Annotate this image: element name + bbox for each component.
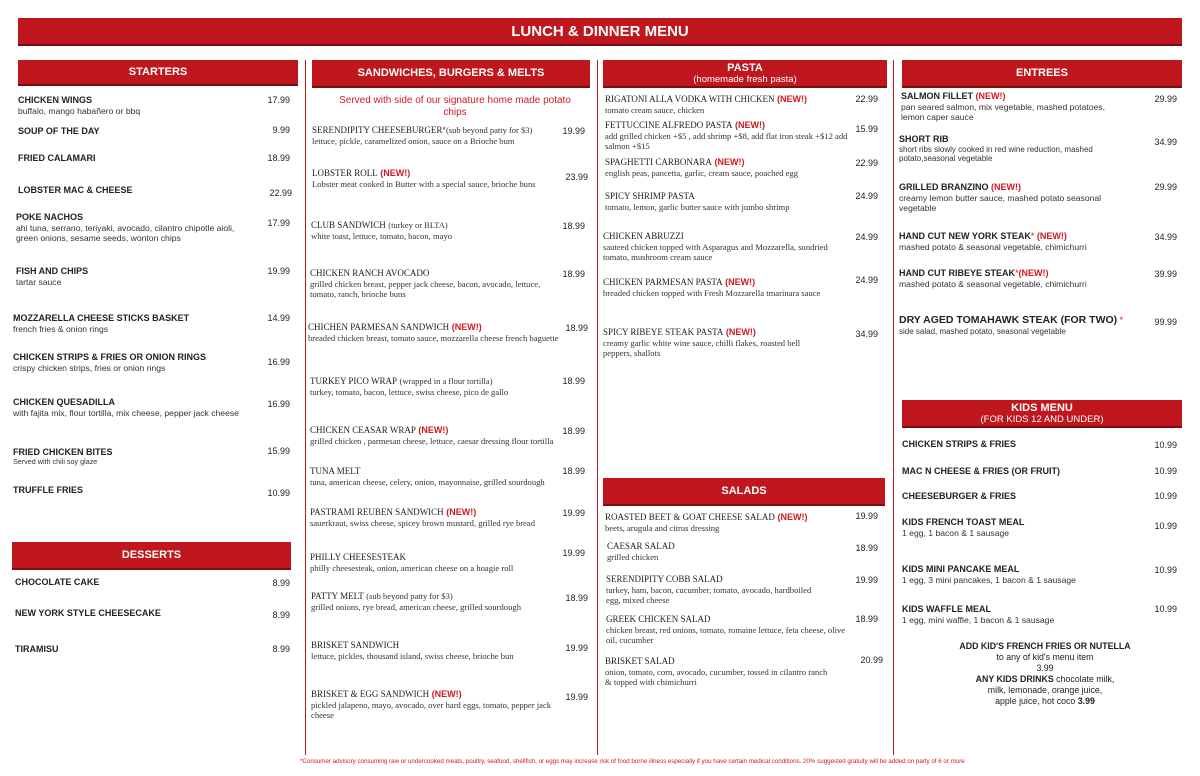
starter-item: FISH AND CHIPS tartar sauce <box>16 266 89 287</box>
kids-drinks-price: 3.99 <box>1077 695 1095 706</box>
kids-price: 10.99 <box>1154 466 1177 476</box>
kids-addon-price: 3.99 <box>1036 662 1054 673</box>
column-divider <box>597 60 598 755</box>
sandwich-price: 19.99 <box>565 643 588 653</box>
sandwich-item: BRISKET & EGG SANDWICH (NEW!) pickled jalapeno, mayo, avocado, over hard eggs, tomato, pepper jack cheese <box>311 689 552 721</box>
dessert-price: 8.99 <box>272 610 290 620</box>
dessert-price: 8.99 <box>272 578 290 588</box>
pasta-price: 24.99 <box>855 232 878 242</box>
desserts-header <box>12 542 291 570</box>
sandwich-price: 18.99 <box>562 269 585 279</box>
salad-price: 19.99 <box>855 575 878 585</box>
dessert-item: TIRAMISU <box>15 644 59 654</box>
pasta-price: 22.99 <box>855 94 878 104</box>
starter-item: MOZZARELLA CHEESE STICKS BASKET french fries & onion rings <box>13 313 190 334</box>
column-divider <box>893 60 894 755</box>
kids-drinks-desc: milk, lemonade, orange juice, <box>987 684 1103 695</box>
dessert-item: CHOCOLATE CAKE <box>15 577 100 587</box>
menu-title: LUNCH & DINNER MENU <box>511 22 689 40</box>
sandwich-item: SERENDIPITY CHEESEBURGER*(sub beyond patty for $3) lettuce, pickle, caramelized onion, sauce on a Brioche bum <box>312 125 533 146</box>
sandwich-price: 19.99 <box>562 548 585 558</box>
starter-item: FRIED CALAMARI <box>18 153 96 163</box>
entree-item: HAND CUT RIBEYE STEAK*(NEW!) mashed potato & seasonal vegetable, chimichurri <box>899 268 1087 289</box>
advisory-text: Consumer advisory consuming raw or undercooked meats, poultry, seafood, shellfish, or eggs may increase risk of food borne illness especially if you have certain medical conditions. 20% suggested gratuity will be added on party of 6 or more <box>302 758 965 765</box>
starter-item: CHICKEN QUESADILLA with fajita mix, flour tortilla, mix cheese, pepper jack cheese <box>13 397 239 418</box>
entree-price: 29.99 <box>1154 94 1177 104</box>
pasta-price: 15.99 <box>855 124 878 134</box>
sandwich-item: CLUB SANDWICH (turkey or BLTA) white toast, lettuce, tomato, bacon, mayo <box>311 220 453 241</box>
salad-item: CAESAR SALAD grilled chicken <box>607 541 675 562</box>
salad-price: 18.99 <box>855 543 878 553</box>
pasta-price: 34.99 <box>855 329 878 339</box>
kids-item: MAC N CHEESE & FRIES (OR FRUIT) <box>902 466 1061 476</box>
starter-item: TRUFFLE FRIES <box>13 485 83 495</box>
starters-title: STARTERS <box>128 66 188 78</box>
pasta-price: 22.99 <box>855 158 878 168</box>
entree-price: 39.99 <box>1154 269 1177 279</box>
dessert-price: 8.99 <box>272 644 290 654</box>
salad-item: BRISKET SALAD onion, tomato, corn, avocado, cucumber, tossed in cilantro ranch & topped with chimichurri <box>605 656 828 688</box>
pasta-item: RIGATONI ALLA VODKA WITH CHICKEN (NEW!) tomato cream sauce, chicken <box>605 94 808 115</box>
sandwich-price: 19.99 <box>562 508 585 518</box>
sandwiches-header <box>312 60 590 88</box>
kids-item: CHICKEN STRIPS & FRIES <box>902 439 1017 449</box>
entree-price: 99.99 <box>1154 317 1177 327</box>
pasta-subtitle: (homemade fresh pasta) <box>693 73 797 85</box>
entrees-title: ENTREES <box>1016 67 1068 79</box>
starter-price: 14.99 <box>267 313 290 323</box>
kids-addons <box>930 641 1160 707</box>
starter-item: CHICKEN WINGS buffalo, mango habañero or bbq <box>18 95 141 116</box>
column-divider <box>305 60 306 755</box>
sandwich-price: 18.99 <box>562 426 585 436</box>
sandwich-price: 18.99 <box>565 323 588 333</box>
pasta-item: CHICKEN ABRUZZI sauteed chicken topped with Asparagus and Mozzarella, sundried tomato, mushroom cream sauce <box>603 231 828 263</box>
kids-addon-desc: to any of kid's menu item <box>996 651 1094 662</box>
starter-price: 18.99 <box>267 153 290 163</box>
kids-price: 10.99 <box>1154 604 1177 614</box>
salad-price: 19.99 <box>855 511 878 521</box>
sandwich-price: 18.99 <box>565 593 588 603</box>
sandwich-item: CHICKEN RANCH AVOCADO grilled chicken breast, pepper jack cheese, bacon, avocado, lettuce, tomato, ranch, brioche buns <box>310 268 541 300</box>
pasta-header <box>603 60 887 88</box>
starters-header <box>18 60 298 86</box>
kids-item: KIDS FRENCH TOAST MEAL 1 egg, 1 bacon & 1 sausage <box>902 517 1025 538</box>
kids-drinks-title: ANY KIDS DRINKS <box>975 673 1054 684</box>
starter-price: 16.99 <box>267 357 290 367</box>
pasta-item: FETTUCCINE ALFREDO PASTA (NEW!) add grilled chicken +$5 , add shrimp +$8, add flat iron steak +$12 add salmon +$15 <box>605 120 848 152</box>
sandwich-item: CHICHEN PARMESAN SANDWICH (NEW!) breaded chicken breast, tomato sauce, mozzarella cheese french baguette <box>308 322 559 343</box>
kids-price: 10.99 <box>1154 440 1177 450</box>
pasta-price: 24.99 <box>855 191 878 201</box>
sandwiches-title: SANDWICHES, BURGERS & MELTS <box>357 67 545 79</box>
sandwich-item: BRISKET SANDWICH lettuce, pickles, thousand island, swiss cheese, brioche bun <box>311 640 514 661</box>
sandwich-price: 19.99 <box>562 126 585 136</box>
kids-addon-title: ADD KID'S FRENCH FRIES OR NUTELLA <box>959 641 1131 651</box>
sandwich-item: PHILLY CHEESESTEAK philly cheesesteak, onion, american cheese on a hoagie roll <box>310 552 514 573</box>
kids-drinks-desc: chocolate milk, <box>1056 673 1115 684</box>
entree-item: GRILLED BRANZINO (NEW!) creamy lemon butter sauce, mashed potato seasonal vegetable <box>899 182 1102 214</box>
starter-price: 16.99 <box>267 399 290 409</box>
kids-price: 10.99 <box>1154 565 1177 575</box>
sandwich-price: 19.99 <box>565 692 588 702</box>
sandwich-price: 18.99 <box>562 376 585 386</box>
kids-item: KIDS MINI PANCAKE MEAL 1 egg, 3 mini pancakes, 1 bacon & 1 sausage <box>902 564 1076 585</box>
pasta-item: CHICKEN PARMESAN PASTA (NEW!) breaded chicken topped with Fresh Mozzarella tmarinara sauce <box>603 277 821 298</box>
entrees-header <box>902 60 1182 88</box>
entree-item: DRY AGED TOMAHAWK STEAK (FOR TWO) * side salad, mashed potato, seasonal vegetable <box>899 314 1124 336</box>
salad-price: 20.99 <box>860 655 883 665</box>
starter-price: 22.99 <box>269 188 292 198</box>
sandwich-price: 18.99 <box>562 221 585 231</box>
sandwich-item: PASTRAMI REUBEN SANDWICH (NEW!) sauerkraut, swiss cheese, spicey brown mustard, grilled rye bread <box>310 507 536 528</box>
consumer-advisory <box>300 758 1180 765</box>
salad-item: ROASTED BEET & GOAT CHEESE SALAD (NEW!) beets, arugula and citrus dressing <box>605 512 808 533</box>
pasta-title: PASTA <box>727 61 763 74</box>
starter-item: POKE NACHOS ahi tuna, serrano, teriyaki, avocado, cilantro chipotle aioli, green onions, sesame seeds, wonton chips <box>16 212 235 244</box>
pasta-item: SPICY RIBEYE STEAK PASTA (NEW!) creamy garlic white wine sauce, chilli flakes, roasted bell peppers, shallots <box>603 327 801 359</box>
salads-header <box>603 478 885 506</box>
starter-price: 17.99 <box>267 218 290 228</box>
menu-title-banner <box>18 18 1182 46</box>
pasta-item: SPAGHETTI CARBONARA (NEW!) english peas, pancetta, garlic, cream sauce, poached egg <box>605 157 799 178</box>
starter-price: 9.99 <box>272 125 290 135</box>
entree-price: 34.99 <box>1154 232 1177 242</box>
kids-price: 10.99 <box>1154 521 1177 531</box>
starter-price: 15.99 <box>267 446 290 456</box>
salad-item: GREEK CHICKEN SALAD chicken breast, red onions, tomato, romaine lettuce, feta cheese, olive oil, cucumber <box>606 614 846 646</box>
dessert-item: NEW YORK STYLE CHEESECAKE <box>15 608 161 618</box>
kids-item: CHEESEBURGER & FRIES <box>902 491 1017 501</box>
salad-price: 18.99 <box>855 614 878 624</box>
starter-price: 19.99 <box>267 266 290 276</box>
sandwich-item: PATTY MELT (sub beyond patty for $3) grilled onions, rye bread, american cheese, grilled sourdough <box>311 591 521 612</box>
kids-item: KIDS WAFFLE MEAL 1 egg, mini waffle, 1 bacon & 1 sausage <box>902 604 1055 625</box>
sandwich-item: CHICKEN CEASAR WRAP (NEW!) grilled chicken , parmesan cheese, lettuce, caesar dressing flour tortilla <box>310 425 554 446</box>
kids-subtitle: (FOR KIDS 12 AND UNDER) <box>980 413 1104 425</box>
entree-item: SALMON FILLET (NEW!) pan seared salmon, mix vegetable, mashed potatoes, lemon caper sauce <box>901 91 1105 123</box>
sandwich-price: 18.99 <box>562 466 585 476</box>
starter-item: LOBSTER MAC & CHEESE <box>18 185 133 195</box>
entree-item: SHORT RIB short ribs slowly cooked in red wine reduction, mashed potato,seasonal vegetable <box>899 134 1093 164</box>
entree-price: 29.99 <box>1154 182 1177 192</box>
kids-drinks-desc: apple juice, hot coco <box>995 695 1076 706</box>
salad-item: SERENDIPITY COBB SALAD turkey, ham, bacon, cucumber, tomato, avocado, hardboiled egg, mixed cheese <box>606 574 812 606</box>
kids-header <box>902 400 1182 428</box>
sandwich-price: 23.99 <box>565 172 588 182</box>
starter-item: FRIED CHICKEN BITES Served with chili soy glaze <box>13 447 113 466</box>
desserts-title: DESSERTS <box>121 549 182 561</box>
starter-item: CHICKEN STRIPS & FRIES OR ONION RINGS crispy chicken strips, fries or onion rings <box>13 352 207 373</box>
entree-item: HAND CUT NEW YORK STEAK* (NEW!) mashed potato & seasonal vegetable, chimichurri <box>899 231 1087 252</box>
kids-title: KIDS MENU <box>1011 401 1073 414</box>
kids-price: 10.99 <box>1154 491 1177 501</box>
salads-title: SALADS <box>721 485 767 497</box>
sandwiches-note: Served with side of our signature home made potato chips <box>339 95 571 118</box>
pasta-price: 24.99 <box>855 275 878 285</box>
pasta-item: SPICY SHRIMP PASTA tomato, lemon, garlic butter sauce with jumbo shrimp <box>605 191 790 212</box>
starter-item: SOUP OF THE DAY <box>18 126 100 136</box>
sandwich-item: TURKEY PICO WRAP (wrapped in a flour tortilla) turkey, tomato, bacon, lettuce, swiss cheese, pico de gallo <box>310 376 509 397</box>
sandwich-item: TUNA MELT tuna, american cheese, celery, onion, mayonnaise, grilled sourdough <box>310 466 545 487</box>
entree-price: 34.99 <box>1154 137 1177 147</box>
starter-price: 17.99 <box>267 95 290 105</box>
sandwich-item: LOBSTER ROLL (NEW!) Lobster meat cooked in Butter with a special sauce, brioche buns <box>312 168 536 189</box>
starter-price: 10.99 <box>267 488 290 498</box>
advisory-star: * <box>300 758 303 765</box>
